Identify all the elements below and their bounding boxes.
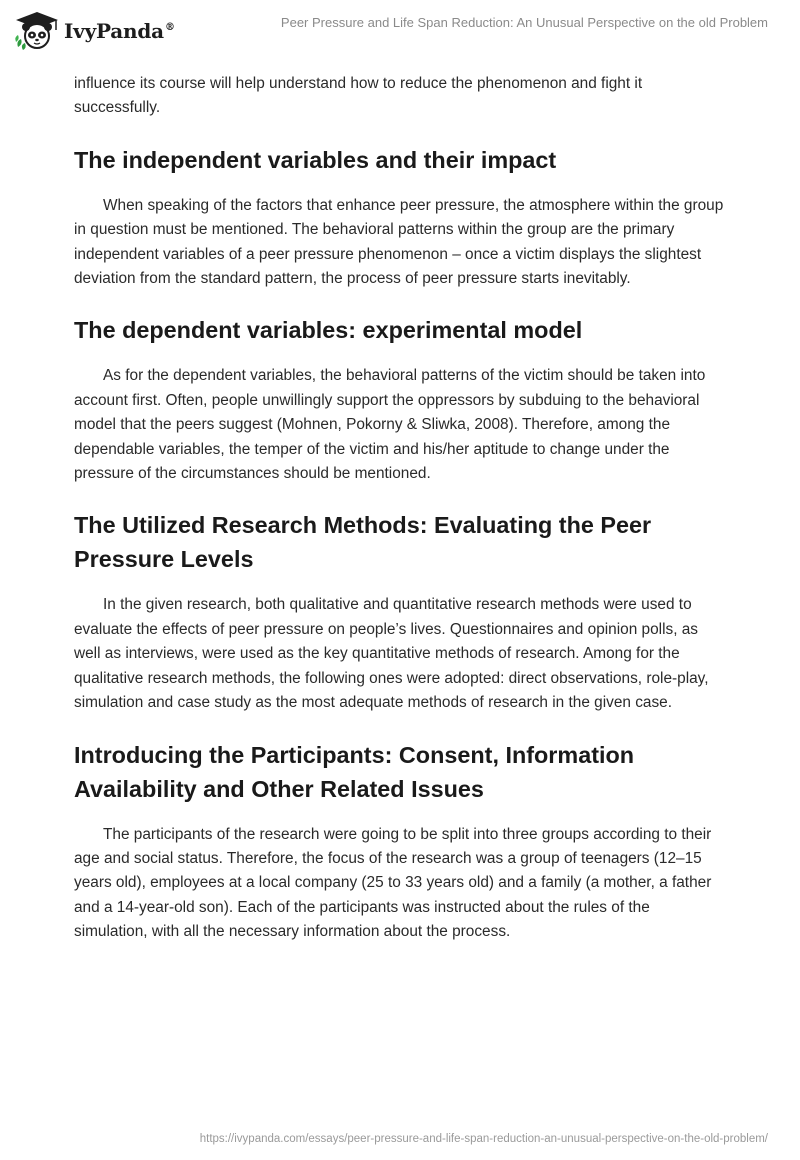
section-paragraph: As for the dependent variables, the behavioral patterns of the victim should be taken into account first. Often, people unwillingly support the oppressors by subduing to the behavioral model that the peers suggest (Mohnen, Pokorny & Sliwka, 2008). Therefore, among the dependable variables, the temper of the victim and his/her aptitude to change under the pressure of the circumstances should be mentioned. bbox=[74, 367, 706, 483]
essay-content bbox=[74, 72, 726, 945]
section-paragraph: The participants of the research were going to be split into three groups according to their age and social status. Therefore, the focus of the research was a group of teenagers (12–15 years old), employees at a local company (25 to 33 years old) and a family (a mother, a father and a 14-year-old son). Each of the participants was instructed about the rules of the simulation, with all the necessary information about the process. bbox=[74, 825, 712, 941]
ivypanda-logo[interactable] bbox=[14, 10, 175, 52]
page-header bbox=[0, 0, 800, 60]
section-paragraph: In the given research, both qualitative and quantitative research methods were used to evaluate the effects of peer pressure on people’s lives. Questionnaires and opinion polls, as well as interviews, were used as the key quantitative methods of research. Among for the qualitative research methods, the following ones were adopted: direct observations, role-play, simulation and case study as the most adequate methods of research in the given case. bbox=[74, 596, 709, 712]
panda-graduate-icon bbox=[14, 11, 60, 51]
source-url-link[interactable]: https://ivypanda.com/essays/peer-pressure-and-life-span-reduction-an-unusual-perspective-on-the-old-problem/ bbox=[199, 1133, 768, 1145]
section-paragraph: When speaking of the factors that enhance peer pressure, the atmosphere within the group in question must be mentioned. The behavioral patterns within the group are the primary independent variables of a peer pressure phenomenon – once a victim displays the slightest deviation from the standard pattern, the process of peer pressure starts inevitably. bbox=[74, 196, 724, 288]
section-heading: The dependent variables: experimental model bbox=[74, 317, 583, 344]
section-heading: Introducing the Participants: Consent, Information Availability and Other Related Issues bbox=[74, 741, 635, 802]
brand-name: IvyPanda® bbox=[64, 19, 175, 43]
document-title: Peer Pressure and Life Span Reduction: An Unusual Perspective on the old Problem bbox=[280, 15, 768, 30]
section-heading: The Utilized Research Methods: Evaluating the Peer Pressure Levels bbox=[74, 512, 652, 573]
registered-mark: ® bbox=[164, 22, 175, 34]
section-heading: The independent variables and their impact bbox=[74, 146, 557, 173]
intro-paragraph-tail: influence its course will help understand how to reduce the phenomenon and fight it successfully. bbox=[74, 75, 643, 117]
